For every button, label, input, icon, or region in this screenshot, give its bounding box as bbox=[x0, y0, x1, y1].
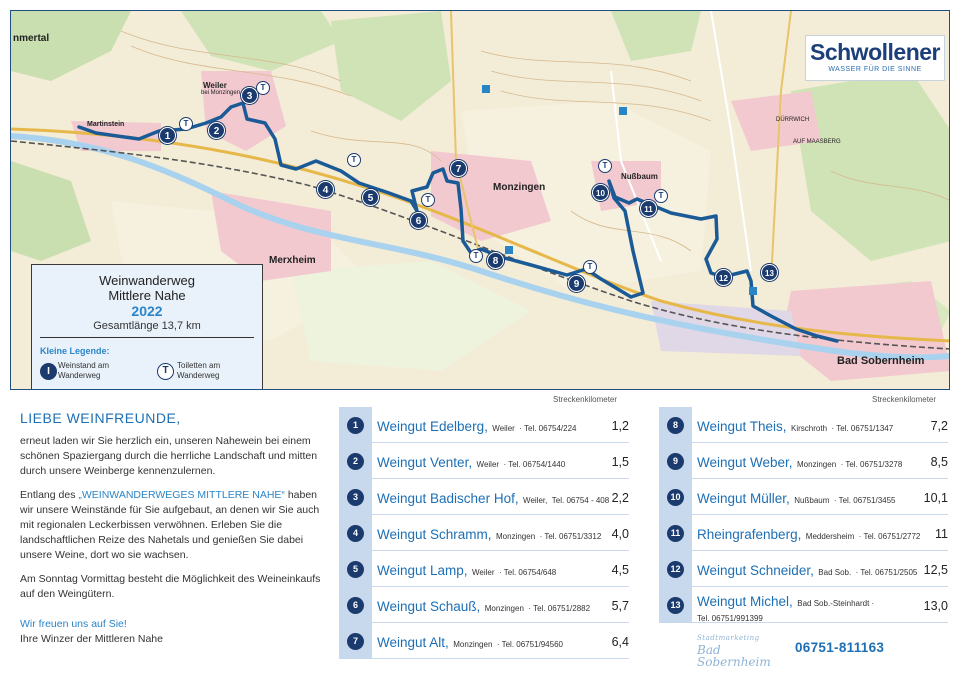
winery-info bbox=[697, 526, 921, 544]
winery-place: Monzingen bbox=[496, 532, 536, 541]
legend-key-title: Kleine Legende: bbox=[40, 346, 110, 356]
route-marker-1: 1 bbox=[159, 127, 176, 144]
place-label-martinstein: Martinstein bbox=[87, 121, 125, 128]
legend-toilet-label-1: Toiletten am bbox=[177, 361, 221, 370]
route-marker-8: 8 bbox=[487, 252, 504, 269]
toilet-marker: T bbox=[179, 117, 193, 131]
legend-title-line2: Mittlere Nahe bbox=[108, 288, 186, 303]
winery-number-marker: 1 bbox=[347, 417, 364, 434]
intro-paragraph-2 bbox=[20, 488, 325, 563]
toilet-marker: T bbox=[583, 260, 597, 274]
winery-row bbox=[339, 407, 629, 443]
winery-phone: Tel. 06754 - 408 bbox=[551, 496, 610, 505]
legend-winery-label-2: Wanderweg bbox=[58, 371, 101, 380]
winery-place: Nußbaum bbox=[794, 496, 830, 505]
winery-distance-km: 10,1 bbox=[923, 491, 948, 505]
legend-year: 2022 bbox=[131, 303, 163, 319]
winery-phone: · Tel. 06751/2772 bbox=[858, 532, 921, 541]
winery-name: Weingut Alt, bbox=[377, 635, 449, 650]
legend-winery-key bbox=[47, 361, 109, 381]
winery-row bbox=[339, 587, 629, 623]
intro-p2-post: haben wir unsere Weinstände für Sie aufgebaut, an denen wir Sie auch mit regionalen Leckerbissen verwöhnen. Erleben Sie die landschaftlichen Reize des Nahetals und genießen Sie dabei unsere Weine, dort wo sie wachsen. bbox=[20, 489, 320, 561]
winery-info bbox=[697, 562, 918, 580]
winery-phone: · Tel. 06751/3455 bbox=[833, 496, 896, 505]
winery-info bbox=[377, 418, 589, 436]
intro-section bbox=[20, 410, 325, 647]
winery-info bbox=[377, 562, 589, 580]
winery-phone: · Tel. 06754/648 bbox=[499, 568, 557, 577]
toilet-marker: T bbox=[421, 193, 435, 207]
map-legend bbox=[31, 264, 263, 390]
place-label-bad-sobernheim: Bad Sobernheim bbox=[837, 355, 925, 367]
winery-row bbox=[339, 623, 629, 659]
winery-info bbox=[377, 598, 589, 616]
winery-phone-line bbox=[697, 608, 763, 626]
place-label-monzingen: Monzingen bbox=[493, 182, 546, 193]
toilet-marker: T bbox=[256, 81, 270, 95]
intro-paragraph-1: erneut laden wir Sie herzlich ein, unseren Nahewein bei einem schönen Spaziergang durch die herrliche Landschaft und mitten durch unsere Weinberge kennenzulernen. bbox=[20, 435, 318, 477]
winery-info bbox=[377, 454, 589, 472]
intro-signature: Ihre Winzer der Mittleren Nahe bbox=[20, 633, 163, 645]
winery-place: Monzingen bbox=[797, 460, 837, 469]
winery-phone: · Tel. 06754/224 bbox=[519, 424, 577, 433]
legend-winery-label-1: Weinstand am bbox=[58, 361, 109, 370]
winery-place: Weiler, bbox=[523, 496, 548, 505]
brand-name: Schwollener bbox=[810, 39, 940, 65]
legend-total-length: Gesamtlänge 13,7 km bbox=[93, 320, 201, 332]
winery-distance-km: 5,7 bbox=[611, 599, 629, 613]
toilet-marker: T bbox=[347, 153, 361, 167]
winery-distance-km: 12,5 bbox=[923, 563, 948, 577]
route-map bbox=[10, 10, 950, 390]
winery-distance-km: 4,5 bbox=[611, 563, 629, 577]
winery-phone: · Tel. 06751/3312 bbox=[539, 532, 602, 541]
winery-row bbox=[659, 551, 948, 587]
winery-place: Monzingen bbox=[453, 640, 493, 649]
intro-paragraph-3: Am Sonntag Vormittag besteht die Möglichkeit des Weineinkaufs auf den Weingütern. bbox=[20, 573, 321, 600]
intro-greeting: Wir freuen uns auf Sie! bbox=[20, 618, 127, 630]
intro-p2-pre: Entlang des bbox=[20, 489, 79, 501]
toilet-marker-icon: T bbox=[157, 363, 174, 380]
row-separator bbox=[692, 622, 948, 623]
route-marker-2: 2 bbox=[208, 122, 225, 139]
winery-row bbox=[659, 587, 948, 623]
winery-distance-km: 6,4 bbox=[611, 635, 629, 649]
winery-number-marker: 4 bbox=[347, 525, 364, 542]
winery-row bbox=[659, 407, 948, 443]
winery-phone: · Tel. 06751/3278 bbox=[840, 460, 903, 469]
winery-name: Rheingrafenberg, bbox=[697, 527, 802, 542]
winery-name: Weingut Lamp, bbox=[377, 563, 468, 578]
winery-name: Weingut Venter, bbox=[377, 455, 473, 470]
route-marker-6: 6 bbox=[410, 212, 427, 229]
winery-place: Bad Sob. bbox=[818, 568, 852, 577]
legend-toilet-label-2: Wanderweg bbox=[177, 371, 220, 380]
route-marker-3: 3 bbox=[241, 87, 258, 104]
toilet-marker: T bbox=[598, 159, 612, 173]
winery-name: Weingut Schauß, bbox=[377, 599, 481, 614]
winery-info bbox=[697, 418, 908, 436]
winery-distance-km: 13,0 bbox=[923, 599, 948, 613]
winery-number-marker: 5 bbox=[347, 561, 364, 578]
winery-name: Weingut Michel, bbox=[697, 594, 793, 609]
winery-row bbox=[339, 479, 629, 515]
winery-distance-km: 4,0 bbox=[611, 527, 629, 541]
winery-number-marker: 13 bbox=[667, 597, 684, 614]
winery-row bbox=[339, 551, 629, 587]
winery-number-marker: 6 bbox=[347, 597, 364, 614]
winery-number-marker: 8 bbox=[667, 417, 684, 434]
brand-tagline: WASSER FÜR DIE SINNE bbox=[828, 66, 922, 73]
winery-phone: · Tel. 06751/94560 bbox=[496, 640, 563, 649]
winery-distance-km: 1,2 bbox=[611, 419, 629, 433]
km-scale-label-left: Streckenkilometer bbox=[553, 395, 618, 404]
route-marker-7: 7 bbox=[450, 160, 467, 177]
place-label-nmertal: nmertal bbox=[13, 33, 50, 44]
place-label-weiler-sub: bei Monzingen bbox=[201, 90, 241, 96]
winery-list-left bbox=[339, 407, 629, 660]
winery-place: Weiler bbox=[492, 424, 515, 433]
winery-name: Weingut Weber, bbox=[697, 455, 793, 470]
winery-number-marker: 12 bbox=[667, 561, 684, 578]
winery-number-marker: 2 bbox=[347, 453, 364, 470]
winery-info bbox=[697, 454, 908, 472]
winery-number-marker: 10 bbox=[667, 489, 684, 506]
winery-place: Weiler bbox=[476, 460, 500, 469]
winery-number-marker: 11 bbox=[667, 525, 684, 542]
winery-distance-km: 11 bbox=[935, 527, 948, 541]
winery-phone: · Tel. 06754/1440 bbox=[503, 460, 566, 469]
winery-distance-km: 1,5 bbox=[611, 455, 629, 469]
winery-info bbox=[697, 490, 908, 508]
legend-title-line1: Weinwanderweg bbox=[99, 273, 195, 288]
route-marker-9: 9 bbox=[568, 275, 585, 292]
winery-name: Weingut Badischer Hof, bbox=[377, 491, 519, 506]
stadtmarketing-logo: Stadtmarketing Bad Sobernheim bbox=[697, 634, 771, 669]
contact-phone: 06751-811163 bbox=[795, 640, 885, 655]
winery-number-marker: 9 bbox=[667, 453, 684, 470]
route-marker-4: 4 bbox=[317, 181, 334, 198]
intro-heading: LIEBE WEINFREUNDE, bbox=[20, 410, 181, 426]
legend-divider bbox=[40, 337, 254, 338]
row-separator bbox=[372, 658, 629, 659]
winery-place: Meddersheim bbox=[805, 532, 855, 541]
winery-phone: · Tel. 06751/2505 bbox=[855, 568, 918, 577]
winery-name: Weingut Schramm, bbox=[377, 527, 492, 542]
winery-phone: · Tel. 06751/2882 bbox=[528, 604, 591, 613]
route-marker-5: 5 bbox=[362, 189, 379, 206]
winery-name: Weingut Schneider, bbox=[697, 563, 814, 578]
winery-row bbox=[339, 515, 629, 551]
winery-distance-km: 2,2 bbox=[611, 491, 629, 505]
contact-footer bbox=[697, 632, 947, 668]
brand-logo bbox=[805, 35, 945, 81]
winery-place: Kirschroth bbox=[791, 424, 828, 433]
winery-marker-icon: I bbox=[40, 363, 57, 380]
legend-toilet-key bbox=[162, 361, 221, 381]
winery-info bbox=[377, 634, 589, 652]
route-marker-11: 11 bbox=[640, 200, 657, 217]
winery-info bbox=[377, 490, 610, 508]
winery-place: Monzingen bbox=[484, 604, 524, 613]
place-label-auf-maasberg: AUF MAASBERG bbox=[793, 139, 841, 145]
winery-list-right bbox=[659, 407, 948, 625]
place-label-duerrwich: DÜRRWICH bbox=[776, 117, 810, 123]
winery-name: Weingut Müller, bbox=[697, 491, 790, 506]
place-label-weiler: Weiler bbox=[203, 81, 227, 90]
route-marker-13: 13 bbox=[761, 264, 778, 281]
winery-row bbox=[659, 515, 948, 551]
winery-place: Weiler bbox=[472, 568, 495, 577]
winery-info bbox=[377, 526, 602, 544]
toilet-marker: T bbox=[469, 249, 483, 263]
winery-distance-km: 7,2 bbox=[930, 419, 948, 433]
winery-phone: Tel. 06751/991399 bbox=[697, 614, 763, 623]
winery-number-marker: 3 bbox=[347, 489, 364, 506]
route-marker-12: 12 bbox=[715, 269, 732, 286]
winery-row bbox=[659, 479, 948, 515]
winery-place: Bad Sob.-Steinhardt · bbox=[797, 599, 875, 608]
winery-phone: · Tel. 06751/1347 bbox=[831, 424, 894, 433]
winery-row bbox=[339, 443, 629, 479]
route-marker-10: 10 bbox=[592, 184, 609, 201]
winery-number-marker: 7 bbox=[347, 633, 364, 650]
intro-p2-highlight: „WEINWANDERWEGES MITTLERE NAHE“ bbox=[78, 489, 285, 501]
place-label-nussbaum: Nußbaum bbox=[621, 172, 658, 181]
toilet-marker: T bbox=[654, 189, 668, 203]
winery-name: Weingut Theis, bbox=[697, 419, 787, 434]
winery-row bbox=[659, 443, 948, 479]
winery-distance-km: 8,5 bbox=[930, 455, 948, 469]
km-scale-label-right: Streckenkilometer bbox=[872, 395, 937, 404]
place-label-merxheim: Merxheim bbox=[269, 255, 316, 266]
winery-name: Weingut Edelberg, bbox=[377, 419, 488, 434]
